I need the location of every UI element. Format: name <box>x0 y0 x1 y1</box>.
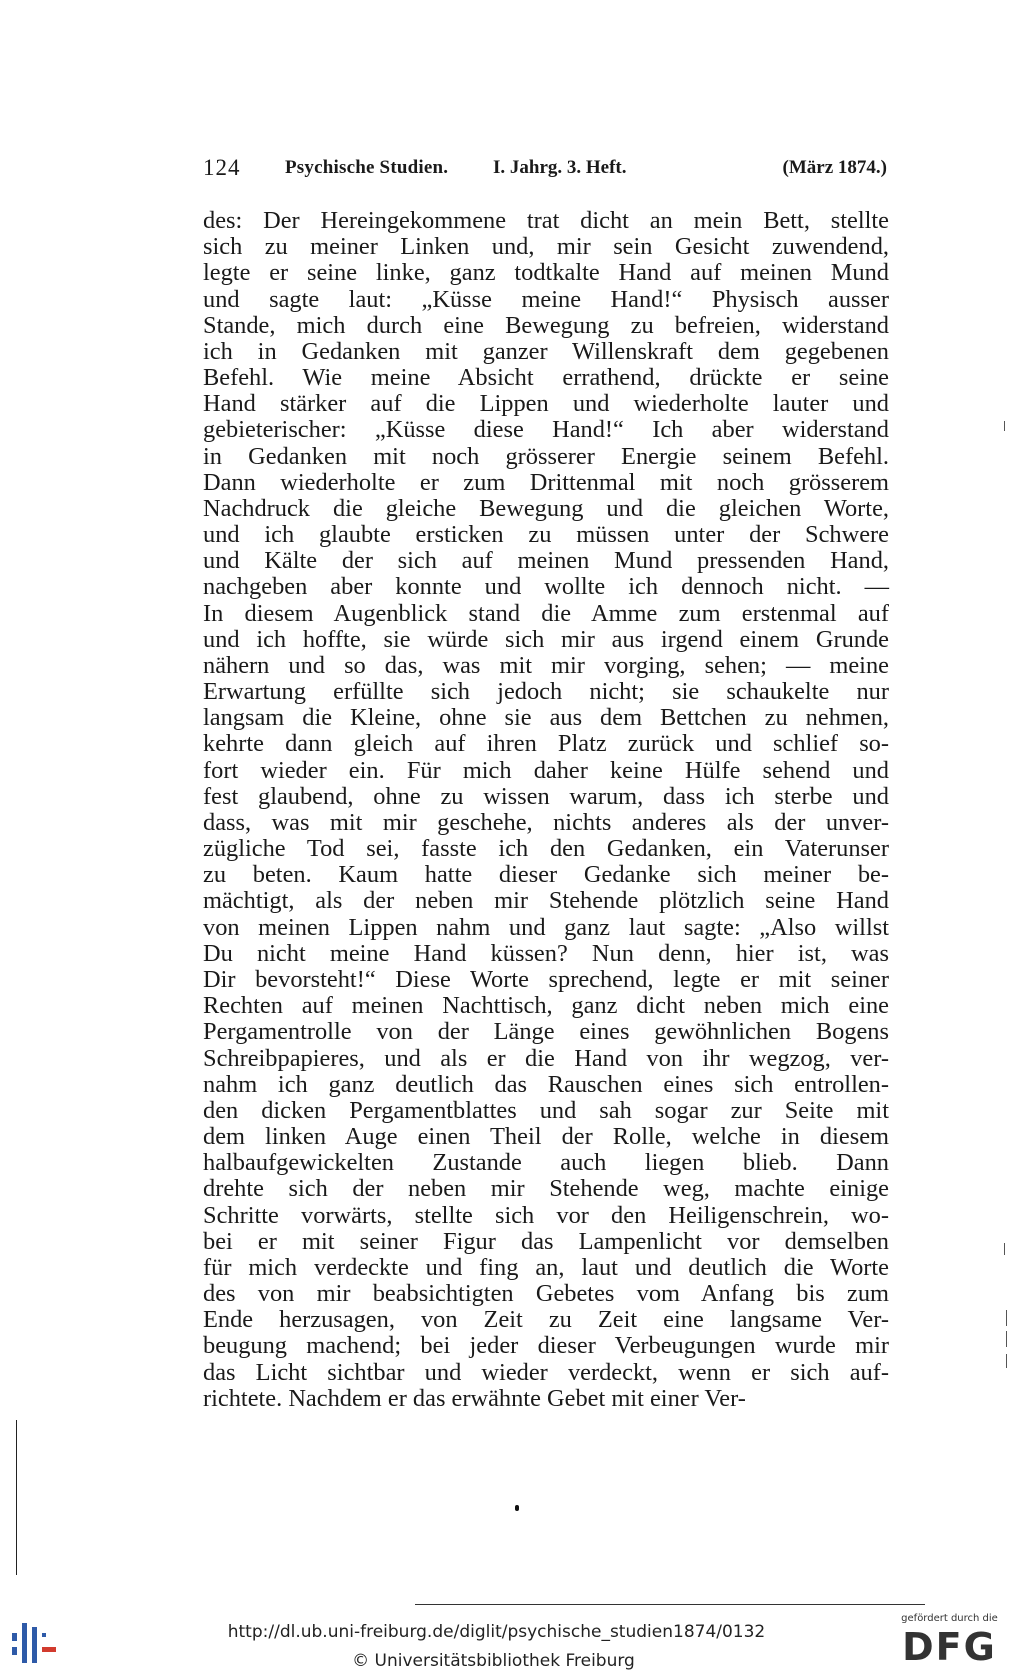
source-url-link[interactable]: http://dl.ub.uni-freiburg.de/diglit/psychische_studien1874/0132 <box>227 1622 766 1642</box>
text-line: fest glaubend, ohne zu wissen warum, dass ich sterbe und <box>203 782 889 810</box>
text-line: Hand stärker auf die Lippen und wiederholte lauter und <box>203 390 889 418</box>
journal-title: Psychische Studien. <box>285 157 449 178</box>
text-line: und Kälte der sich auf meinen Mund pressenden Hand, <box>203 547 889 575</box>
text-line: kehrte dann gleich auf ihren Platz zurück und schlief so- <box>203 730 889 758</box>
margin-mark <box>1004 1243 1005 1255</box>
text-line: beugung machend; bei jeder dieser Verbeugungen wurde mir <box>203 1332 889 1360</box>
text-line: Nachdruck die gleiche Bewegung und die gleichen Worte, <box>203 494 889 522</box>
body-text <box>203 208 889 1412</box>
text-line: Rechten auf meinen Nachttisch, ganz dicht neben mich eine <box>203 992 889 1020</box>
text-line: langsam die Kleine, ohne sie aus dem Bettchen zu nehmen, <box>203 704 889 732</box>
text-line: des: Der Hereingekommene trat dicht an mein Bett, stellte <box>203 207 889 234</box>
text-line: des von mir beabsichtigten Gebetes vom Anfang bis zum <box>203 1280 889 1308</box>
text-line: und ich glaubte ersticken zu müssen unter der Schwere <box>203 521 889 549</box>
text-line: in Gedanken mit noch grösserer Energie seinem Befehl. <box>203 442 889 470</box>
text-line: das Licht sichtbar und wieder verdeckt, wenn er sich auf- <box>203 1358 889 1386</box>
text-line: Schritte vorwärts, stellte sich vor den Heiligenschrein, wo- <box>203 1201 889 1229</box>
copyright-notice: © Universitätsbibliothek Freiburg <box>352 1651 635 1671</box>
text-line: dem linken Auge einen Theil der Rolle, welche in diesem <box>203 1123 889 1151</box>
text-line: Erwartung erfüllte sich jedoch nicht; sie schaukelte nur <box>203 678 889 706</box>
text-line: drehte sich der neben mir Stehende weg, machte einige <box>203 1175 889 1203</box>
text-line: sich zu meiner Linken und, mir sein Gesicht zuwendend, <box>203 233 889 261</box>
text-line: nahm ich ganz deutlich das Rauschen eines sich entrollen- <box>203 1070 889 1098</box>
text-line: halbaufgewickelten Zustande auch liegen blieb. Dann <box>203 1149 889 1177</box>
scan-speck <box>515 1505 519 1511</box>
text-line: und ich hoffte, sie würde sich mir aus irgend einem Grunde <box>203 625 889 653</box>
text-line: für mich verdeckte und fing an, laut und deutlich die Worte <box>203 1253 889 1281</box>
dfg-caption: gefördert durch die <box>901 1613 998 1624</box>
text-line: gebieterischer: „Küsse diese Hand!“ Ich aber widerstand <box>203 416 889 444</box>
text-line: Du nicht meine Hand küssen? Nun denn, hier ist, was <box>203 939 889 967</box>
text-line: Stande, mich durch eine Bewegung zu befreien, widerstand <box>203 311 889 339</box>
margin-mark <box>1006 1331 1007 1347</box>
dfg-logo-icon <box>892 1613 1007 1673</box>
text-line: legte er seine linke, ganz todtkalte Hand auf meinen Mund <box>203 259 889 287</box>
text-line: den dicken Pergamentblattes und sah sogar zur Seite mit <box>203 1096 889 1124</box>
text-line: bei er mit seiner Figur das Lampenlicht vor demselben <box>203 1227 889 1255</box>
text-line: Pergamentrolle von der Länge eines gewöhnlichen Bogens <box>203 1018 889 1046</box>
text-line: von meinen Lippen nahm und ganz laut sagte: „Also willst <box>203 913 889 941</box>
text-line: ich in Gedanken mit ganzer Willenskraft dem gegebenen <box>203 337 889 365</box>
margin-mark <box>1006 1310 1007 1326</box>
dfg-wordmark: DFG <box>902 1625 997 1669</box>
footer-rule <box>415 1604 925 1605</box>
text-line: zügliche Tod sei, fasste ich den Gedanken, ein Vaterunser <box>203 835 889 863</box>
running-header <box>203 155 889 185</box>
text-line: Ende herzusagen, von Zeit zu Zeit eine langsame Ver- <box>203 1306 889 1334</box>
text-line: richtete. Nachdem er das erwähnte Gebet mit einer Ver- <box>203 1384 746 1412</box>
text-line: In diesem Augenblick stand die Amme zum erstenmal auf <box>203 599 889 627</box>
text-line: dass, was mit mir geschehe, nichts anderes als der unver- <box>203 808 889 836</box>
margin-mark <box>1006 1354 1007 1368</box>
text-line: mächtigt, als der neben mir Stehende plötzlich seine Hand <box>203 887 889 915</box>
text-line: Schreibpapieres, und als er die Hand von ihr wegzog, ver- <box>203 1044 889 1072</box>
page-number: 124 <box>203 155 241 180</box>
scan-edge-line <box>16 1420 17 1575</box>
text-line: Befehl. Wie meine Absicht errathend, drückte er seine <box>203 364 889 392</box>
margin-mark <box>1004 421 1005 431</box>
issue-date: (März 1874.) <box>782 157 887 178</box>
volume-issue: I. Jahrg. 3. Heft. <box>493 157 627 178</box>
text-line: zu beten. Kaum hatte dieser Gedanke sich meiner be- <box>203 861 889 889</box>
text-line: fort wieder ein. Für mich daher keine Hülfe sehend und <box>203 756 889 784</box>
text-line: nachgeben aber konnte und wollte ich dennoch nicht. — <box>203 573 889 601</box>
text-line: nähern und so das, was mit mir vorging, sehen; — meine <box>203 651 889 679</box>
text-line: Dir bevorsteht!“ Diese Worte sprechend, legte er mit seiner <box>203 965 889 993</box>
text-line: Dann wiederholte er zum Drittenmal mit noch grösserem <box>203 468 889 496</box>
text-line: und sagte laut: „Küsse meine Hand!“ Physisch ausser <box>203 285 889 313</box>
